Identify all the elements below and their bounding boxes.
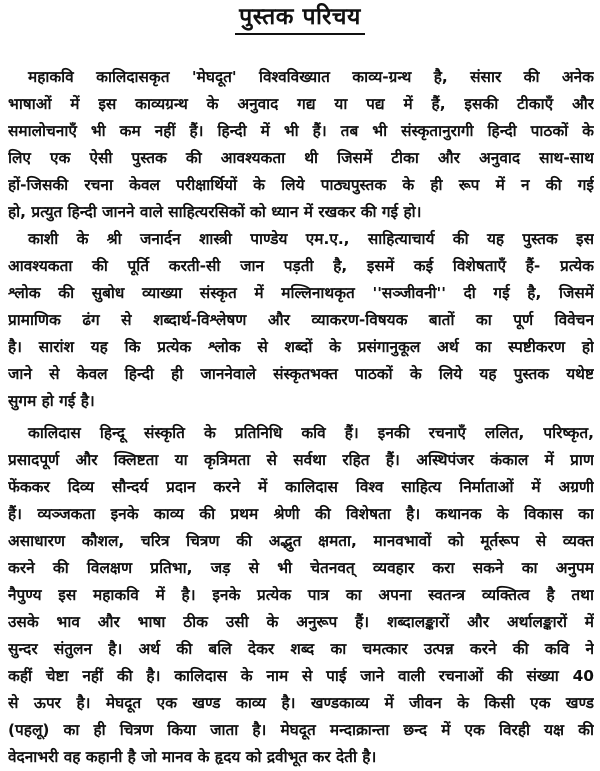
text-line: महाकवि कालिदासकृत 'मेघदूत' विश्वविख्यात काव्य-ग्रन्थ है, संसार की अनेक [28, 68, 594, 86]
text-line: हो, प्रत्युत हिन्दी जानने वाले साहित्यरसिकों को ध्यान में रखकर की गई हो। [8, 203, 422, 221]
text-line: प्रामाणिक ढंग से शब्दार्थ-विश्लेषण और व्याकरण-विषयक बातों का पूर्ण विवेचन [8, 311, 594, 329]
title-wrap [0, 2, 600, 35]
text-line: आवश्यकता की पूर्ति करती-सी जान पड़ती है, इसमें कई विशेषताएँ हैं- प्रत्येक [8, 257, 594, 275]
text-line: हों-जिसकी रचना केवल परीक्षार्थियों के लिये पाठ्यपुस्तक के ही रूप में न की गई [8, 176, 594, 194]
text-line: सुगम हो गई है। [8, 392, 95, 410]
text-line: लिए एक ऐसी पुस्तक की आवश्यकता थी जिसमें टीका और अनुवाद साथ-साथ [8, 149, 594, 167]
text-line: श्लोक की सुबोध व्याख्या संस्कृत में मल्लिनाथकृत ''सञ्जीवनी'' दी गई है, जिसमें [8, 284, 594, 302]
text-line: सुन्दर संतुलन है। अर्थ की बलि देकर शब्द का चमत्कार उत्पन्न करने की कवि ने [8, 640, 594, 658]
text-line: भाषाओं में इस काव्यग्रन्थ के अनुवाद गद्य या पद्य में हैं, इसकी टीकाएँ और [8, 95, 594, 113]
text-line: से ऊपर है। मेघदूत एक खण्ड काव्य है। खण्डकाव्य में जीवन के किसी एक खण्ड [8, 694, 594, 712]
page-title: पुस्तक परिचय [235, 2, 365, 35]
text-line: उसके भाव और भाषा ठीक उसी के अनुरूप हैं। शब्दालङ्कारों और अर्थालङ्कारों में [8, 613, 594, 631]
paragraph-3 [8, 420, 594, 771]
text-line: वेदनाभरी वह कहानी है जो मानव के हृदय को द्रवीभूत कर देती है। [8, 748, 377, 766]
text-line: करने की विलक्षण प्रतिभा, जड़ से भी चेतनवत् व्यवहार करा सकने का अनुपम [8, 559, 594, 577]
text-line: कहीं चेष्टा नहीं की है। कालिदास के नाम से पाई जाने वाली रचनाओं की संख्या 40 [8, 667, 594, 685]
text-line: असाधारण कौशल, चरित्र चित्रण की अद्भुत क्षमता, मानवभावों को मूर्तरूप से व्यक्त [8, 532, 594, 550]
text-line: है। सारांश यह कि प्रत्येक श्लोक से शब्दों के प्रसंगानुकूल अर्थ का स्पष्टीकरण हो [8, 338, 594, 356]
paragraph-1 [8, 64, 594, 226]
text-line: प्रसादपूर्ण और क्लिष्टता या कृत्रिमता से सर्वथा रहित हैं। अस्थिपंजर कंकाल में प्राण [8, 451, 594, 469]
text-line: काशी के श्री जनार्दन शास्त्री पाण्डेय एम.ए., साहित्याचार्य की यह पुस्तक इस [28, 230, 594, 248]
text-line: कालिदास हिन्दू संस्कृति के प्रतिनिधि कवि हैं। इनकी रचनाएँ ललित, परिष्कृत, [28, 424, 594, 442]
paragraph-2 [8, 226, 594, 415]
text-line: (पहलू) का ही चित्रण किया जाता है। मेघदूत मन्दाक्रान्ता छन्द में एक विरही यक्ष की [8, 721, 594, 739]
text-line: फेंककर दिव्य सौन्दर्य प्रदान करने में कालिदास विश्व साहित्य निर्माताओं में अग्रणी [8, 478, 594, 496]
text-line: हैं। व्यञ्जकता इनके काव्य की प्रथम श्रेणी की विशेषता है। कथानक के विकास का [8, 505, 594, 523]
body-text [8, 64, 594, 771]
text-line: नैपुण्य इस महाकवि में है। इनके प्रत्येक पात्र का अपना स्वतन्त्र व्यक्तित्व है तथा [8, 586, 594, 604]
text-line: समालोचनाएँ भी कम नहीं हैं। हिन्दी में भी हैं। तब भी संस्कृतानुरागी हिन्दी पाठकों के [8, 122, 594, 140]
text-line: जाने से केवल हिन्दी ही जाननेवाले संस्कृतभक्त पाठकों के लिये यह पुस्तक यथेष्ट [8, 365, 594, 383]
